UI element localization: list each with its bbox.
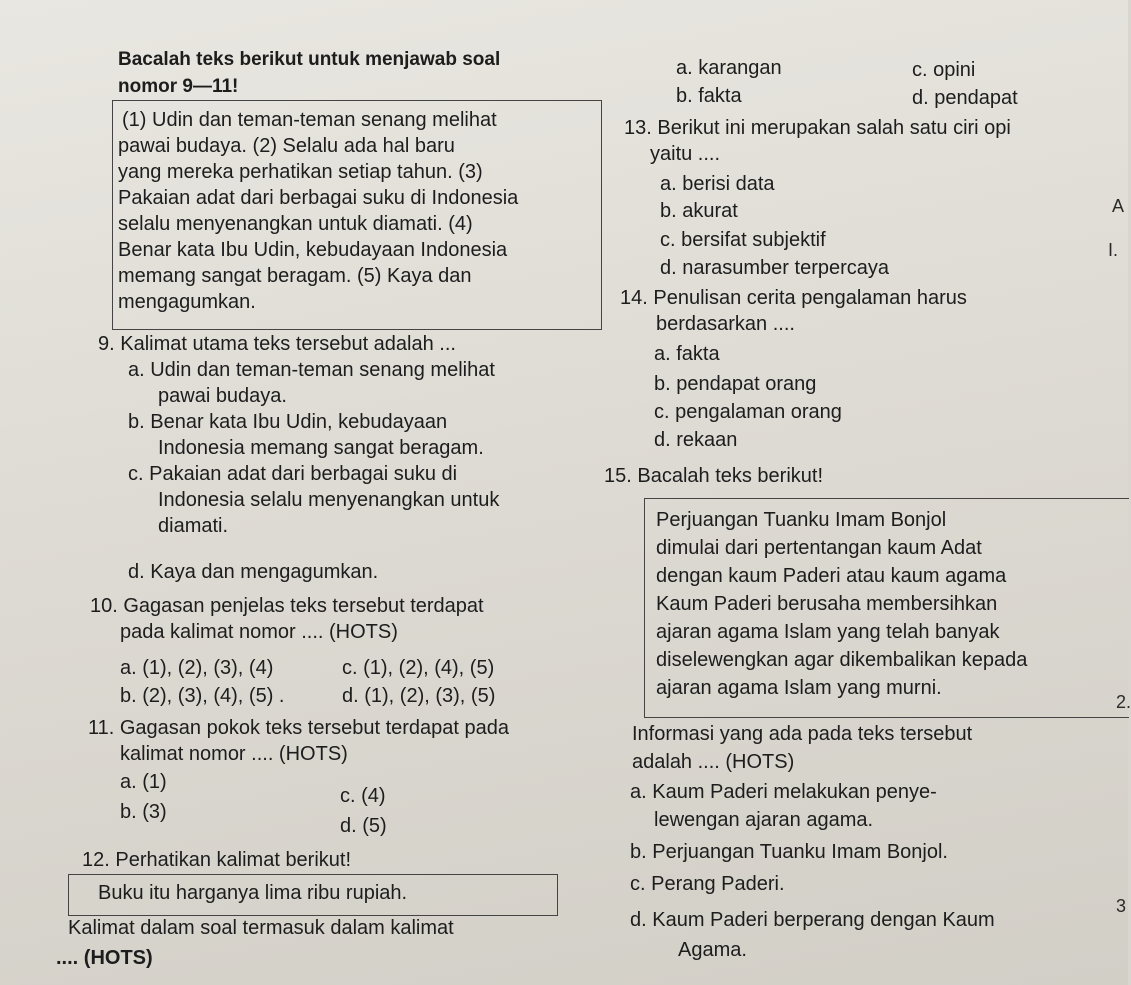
- passage-line: selalu menyenangkan untuk diamati. (4): [118, 213, 473, 235]
- q9-option-a-cont: pawai budaya.: [158, 385, 287, 407]
- q11-option-d[interactable]: d. (5): [340, 815, 387, 837]
- instruction-line-1: Bacalah teks berikut untuk menjawab soal: [118, 49, 501, 70]
- passage-line: (1) Udin dan teman-teman senang melihat: [122, 109, 497, 131]
- q15-passage-line: diselewengkan agar dikembalikan kepada: [656, 649, 1028, 671]
- edge-mark: I.: [1108, 240, 1119, 260]
- q15-option-a-cont: lewengan ajaran agama.: [654, 809, 874, 831]
- q12-after: Kalimat dalam soal termasuk dalam kalimat: [68, 917, 454, 939]
- q13-option-a[interactable]: a. berisi data: [660, 173, 775, 195]
- q9-stem: 9. Kalimat utama teks tersebut adalah ...: [98, 333, 456, 355]
- q15-option-a[interactable]: a. Kaum Paderi melakukan penye-: [630, 781, 937, 803]
- passage-line: memang sangat beragam. (5) Kaya dan: [118, 265, 472, 287]
- q15-option-d-cont: Agama.: [678, 939, 747, 961]
- q14-option-b[interactable]: b. pendapat orang: [654, 373, 817, 395]
- passage-line: mengagumkan.: [118, 291, 256, 313]
- q10-stem: 10. Gagasan penjelas teks tersebut terdapat: [90, 595, 484, 617]
- q12-after-cont: .... (HOTS): [56, 947, 153, 969]
- q12-option-a[interactable]: a. karangan: [676, 57, 782, 79]
- q10-stem-cont: pada kalimat nomor .... (HOTS): [120, 621, 398, 643]
- q9-option-c[interactable]: c. Pakaian adat dari berbagai suku di: [128, 463, 458, 485]
- q15-option-d[interactable]: d. Kaum Paderi berperang dengan Kaum: [630, 909, 995, 931]
- q15-passage-line: dengan kaum Paderi atau kaum agama: [656, 565, 1007, 587]
- q9-option-b-cont: Indonesia memang sangat beragam.: [158, 437, 484, 459]
- q13-stem: 13. Berikut ini merupakan salah satu ciri opi: [624, 117, 1011, 139]
- q15-option-c[interactable]: c. Perang Paderi.: [630, 873, 785, 895]
- q12-option-c[interactable]: c. opini: [912, 59, 976, 81]
- passage-line: yang mereka perhatikan setiap tahun. (3): [118, 161, 483, 183]
- q15-passage-line: dimulai dari pertentangan kaum Adat: [656, 537, 982, 559]
- q12-option-b[interactable]: b. fakta: [676, 85, 742, 107]
- q13-option-b[interactable]: b. akurat: [660, 200, 738, 222]
- instruction-line-2: nomor 9—11!: [118, 76, 239, 97]
- passage-line: Pakaian adat dari berbagai suku di Indonesia: [118, 187, 519, 209]
- passage-line: Benar kata Ibu Udin, kebudayaan Indonesia: [118, 239, 508, 261]
- q15-passage-line: Perjuangan Tuanku Imam Bonjol: [656, 509, 947, 531]
- passage-line: pawai budaya. (2) Selalu ada hal baru: [118, 135, 455, 157]
- q13-option-c[interactable]: c. bersifat subjektif: [660, 229, 826, 251]
- q9-option-c-cont: Indonesia selalu menyenangkan untuk: [158, 489, 500, 511]
- q12-option-d[interactable]: d. pendapat: [912, 87, 1018, 109]
- q15-after-cont: adalah .... (HOTS): [632, 751, 795, 773]
- q11-stem: 11. Gagasan pokok teks tersebut terdapat pada: [88, 717, 510, 739]
- q11-option-a[interactable]: a. (1): [120, 771, 167, 793]
- q13-option-d[interactable]: d. narasumber terpercaya: [660, 257, 890, 279]
- q9-option-a[interactable]: a. Udin dan teman-teman senang melihat: [128, 359, 495, 381]
- q15-passage-line: ajaran agama Islam yang telah banyak: [656, 621, 1000, 643]
- q10-option-b[interactable]: b. (2), (3), (4), (5) .: [120, 685, 285, 707]
- edge-mark: 2.: [1116, 692, 1131, 712]
- q9-option-c-cont: diamati.: [158, 515, 229, 537]
- q10-option-c[interactable]: c. (1), (2), (4), (5): [342, 657, 495, 679]
- q15-passage-line: Kaum Paderi berusaha membersihkan: [656, 593, 998, 615]
- q12-stem: 12. Perhatikan kalimat berikut!: [82, 849, 352, 871]
- q12-sentence: Buku itu harganya lima ribu rupiah.: [98, 882, 408, 904]
- q11-option-c[interactable]: c. (4): [340, 785, 386, 807]
- edge-mark: 3: [1116, 896, 1127, 916]
- q14-option-d[interactable]: d. rekaan: [654, 429, 738, 451]
- q13-stem-cont: yaitu ....: [650, 143, 721, 165]
- q11-stem-cont: kalimat nomor .... (HOTS): [120, 743, 348, 765]
- q14-stem: 14. Penulisan cerita pengalaman harus: [620, 287, 967, 309]
- q10-option-a[interactable]: a. (1), (2), (3), (4): [120, 657, 274, 679]
- q15-after: Informasi yang ada pada teks tersebut: [632, 723, 973, 745]
- q14-option-c[interactable]: c. pengalaman orang: [654, 401, 842, 423]
- edge-mark: A: [1112, 196, 1125, 216]
- q14-stem-cont: berdasarkan ....: [656, 313, 795, 335]
- q15-option-b[interactable]: b. Perjuangan Tuanku Imam Bonjol.: [630, 841, 948, 863]
- q15-passage-line: ajaran agama Islam yang murni.: [656, 677, 942, 699]
- q15-stem: 15. Bacalah teks berikut!: [604, 465, 824, 487]
- q9-option-b[interactable]: b. Benar kata Ibu Udin, kebudayaan: [128, 411, 448, 433]
- q9-option-d[interactable]: d. Kaya dan mengagumkan.: [128, 561, 379, 583]
- q14-option-a[interactable]: a. fakta: [654, 343, 720, 365]
- q11-option-b[interactable]: b. (3): [120, 801, 167, 823]
- q10-option-d[interactable]: d. (1), (2), (3), (5): [342, 685, 496, 707]
